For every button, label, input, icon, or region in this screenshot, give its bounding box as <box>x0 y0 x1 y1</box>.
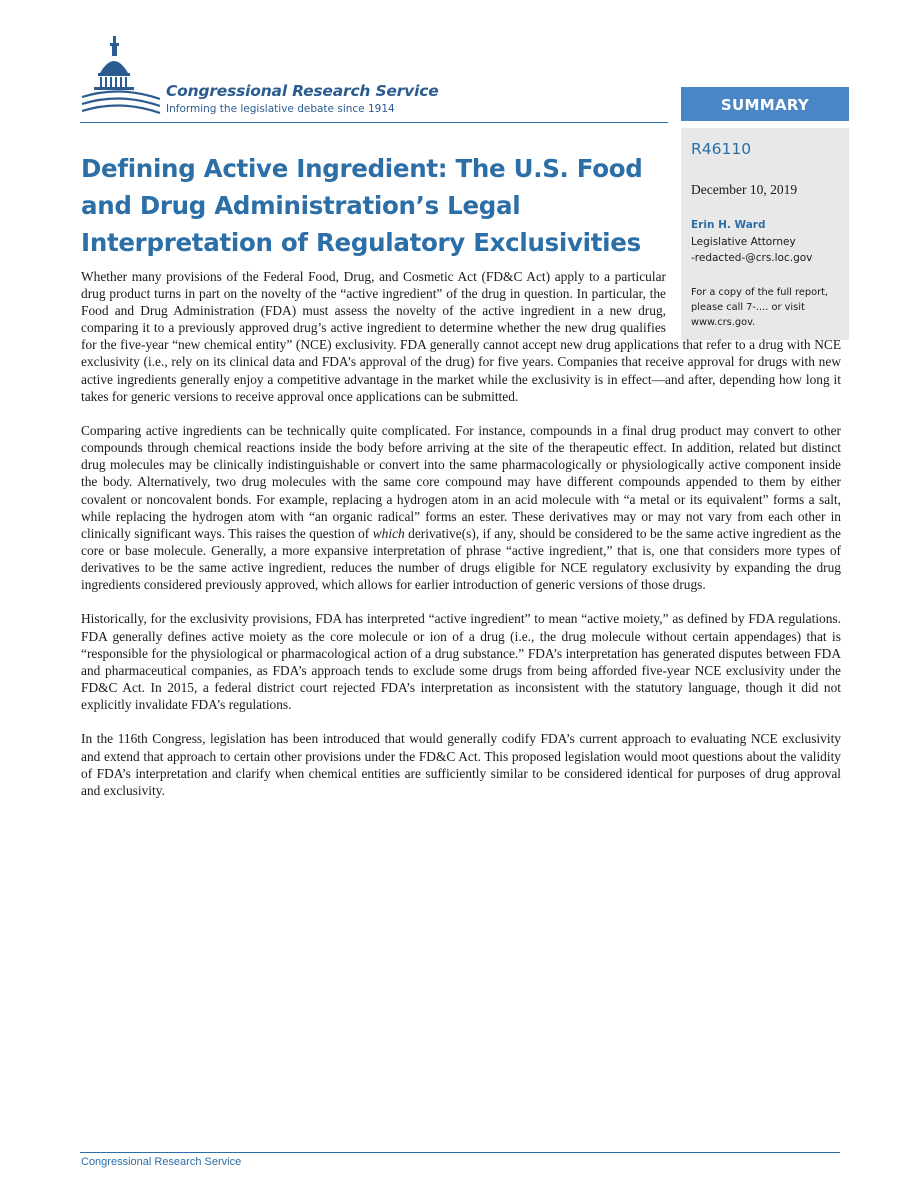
paragraph-text: Comparing active ingredients can be technically quite complicated. For instance, compounds in a final drug product may convert to other compounds through chemical reactions inside the body before arriving at the site of the therapeutic effect. In addition, related but distinct drug molecules may be clinically indistinguishable or convert into the same pharmacologically or physiologically active component inside the body. Alternatively, two drug molecules with the same core compound may have different compounds appended to them by either covalent or noncovalent bonds. For example, replacing a hydrogen atom in an acid molecule with “a metal or its equivalent” forms a salt, while replacing the hydrogen atom with “an organic radical” forms an ester. These derivatives may or may not vary from each other in clinically significant ways. This raises the question of <box>81 423 841 541</box>
capitol-dome-icon <box>80 33 164 121</box>
sidebar-wrap-space <box>666 268 841 334</box>
org-name: Congressional Research Service <box>166 82 439 100</box>
page-title: Defining Active Ingredient: The U.S. Food and Drug Administration’s Legal Interpretation of Regulatory Exclusivities <box>81 154 643 257</box>
note-line: For a copy of the full report, <box>691 287 829 298</box>
paragraph: Historically, for the exclusivity provisions, FDA has interpreted “active ingredient” to mean “active moiety,” as defined by FDA regulations. FDA generally defines active moiety as the core molecule or ion of a drug (i.e., the drug molecule without certain appendages) that is “responsible for the physiological or pharmacological action of a drug substance.” FDA’s interpretation has generated disputes between FDA and pharmaceutical companies, as FDA’s approach tends to exclude some drugs from being afforded five-year NCE exclusivity under the FD&C Act. In 2015, a federal district court rejected FDA’s interpretation as inconsistent with the statutory language, though it did not explicitly invalidate FDA’s regulations. <box>81 611 841 712</box>
paragraph-text: derivative(s), if any, should be considered to be the same active ingredient as the core or base molecule. Generally, a more expansive interpretation of phrase “active ingredient,” that is, one that considers more types of derivatives to be the same active ingredient, reduces the number of drugs eligible for NCE regulatory exclusivity by expanding the drug ingredients considered previously approved, which allows for earlier introduction of generic versions of those drugs. <box>81 525 841 592</box>
report-number: R46110 <box>691 140 752 158</box>
summary-body <box>81 268 841 816</box>
report-date: December 10, 2019 <box>691 182 798 197</box>
note-line: please call 7-.... or visit <box>691 302 805 313</box>
paragraph: Whether many provisions of the Federal Food, Drug, and Cosmetic Act (FD&C Act) apply to a particular drug product turns in part on the novelty of the “active ingredient” of the drug in question. In particular, the Food and Drug Administration (FDA) must assess the novelty of the active ingredient in a new drug, comparing it to a previously approved drug’s active ingredient to determine whether the new drug qualifies for the five-year “new chemical entity” (NCE) exclusivity. FDA generally cannot accept new drug applications that refer to a drug with NCE exclusivity (i.e., rely on its clinical data and FDA’s approval of the drug) for five years. Companies that receive approval for drugs with new active ingredients generally enjoy a competitive advantage in the market while the exclusivity is in effect—and after, depending how long it takes for generic versions to receive approval once applications can be submitted. <box>81 269 841 404</box>
note-link[interactable]: www.crs.gov. <box>691 317 756 328</box>
crs-logo <box>80 33 480 121</box>
paragraph <box>81 422 841 593</box>
emphasis-text: which <box>372 525 405 541</box>
paragraph: In the 116th Congress, legislation has been introduced that would generally codify FDA’s current approach to evaluating NCE exclusivity and extend that approach to certain other provisions under the FD&C Act. This proposed legislation would moot questions about the validity of FDA’s interpretation and clarify when chemical entities are sufficiently similar to be considered identical for purposes of drug approval and exclusivity. <box>81 731 841 798</box>
header-divider <box>80 122 668 123</box>
author-name: Erin H. Ward <box>691 219 766 231</box>
author-block <box>691 217 812 267</box>
author-email: -redacted-@crs.loc.gov <box>691 252 813 264</box>
org-tagline: Informing the legislative debate since 1914 <box>166 103 395 115</box>
summary-heading: SUMMARY <box>681 87 849 121</box>
author-title: Legislative Attorney <box>691 235 796 248</box>
footer-text: Congressional Research Service <box>81 1156 242 1168</box>
footer-divider <box>80 1152 840 1153</box>
